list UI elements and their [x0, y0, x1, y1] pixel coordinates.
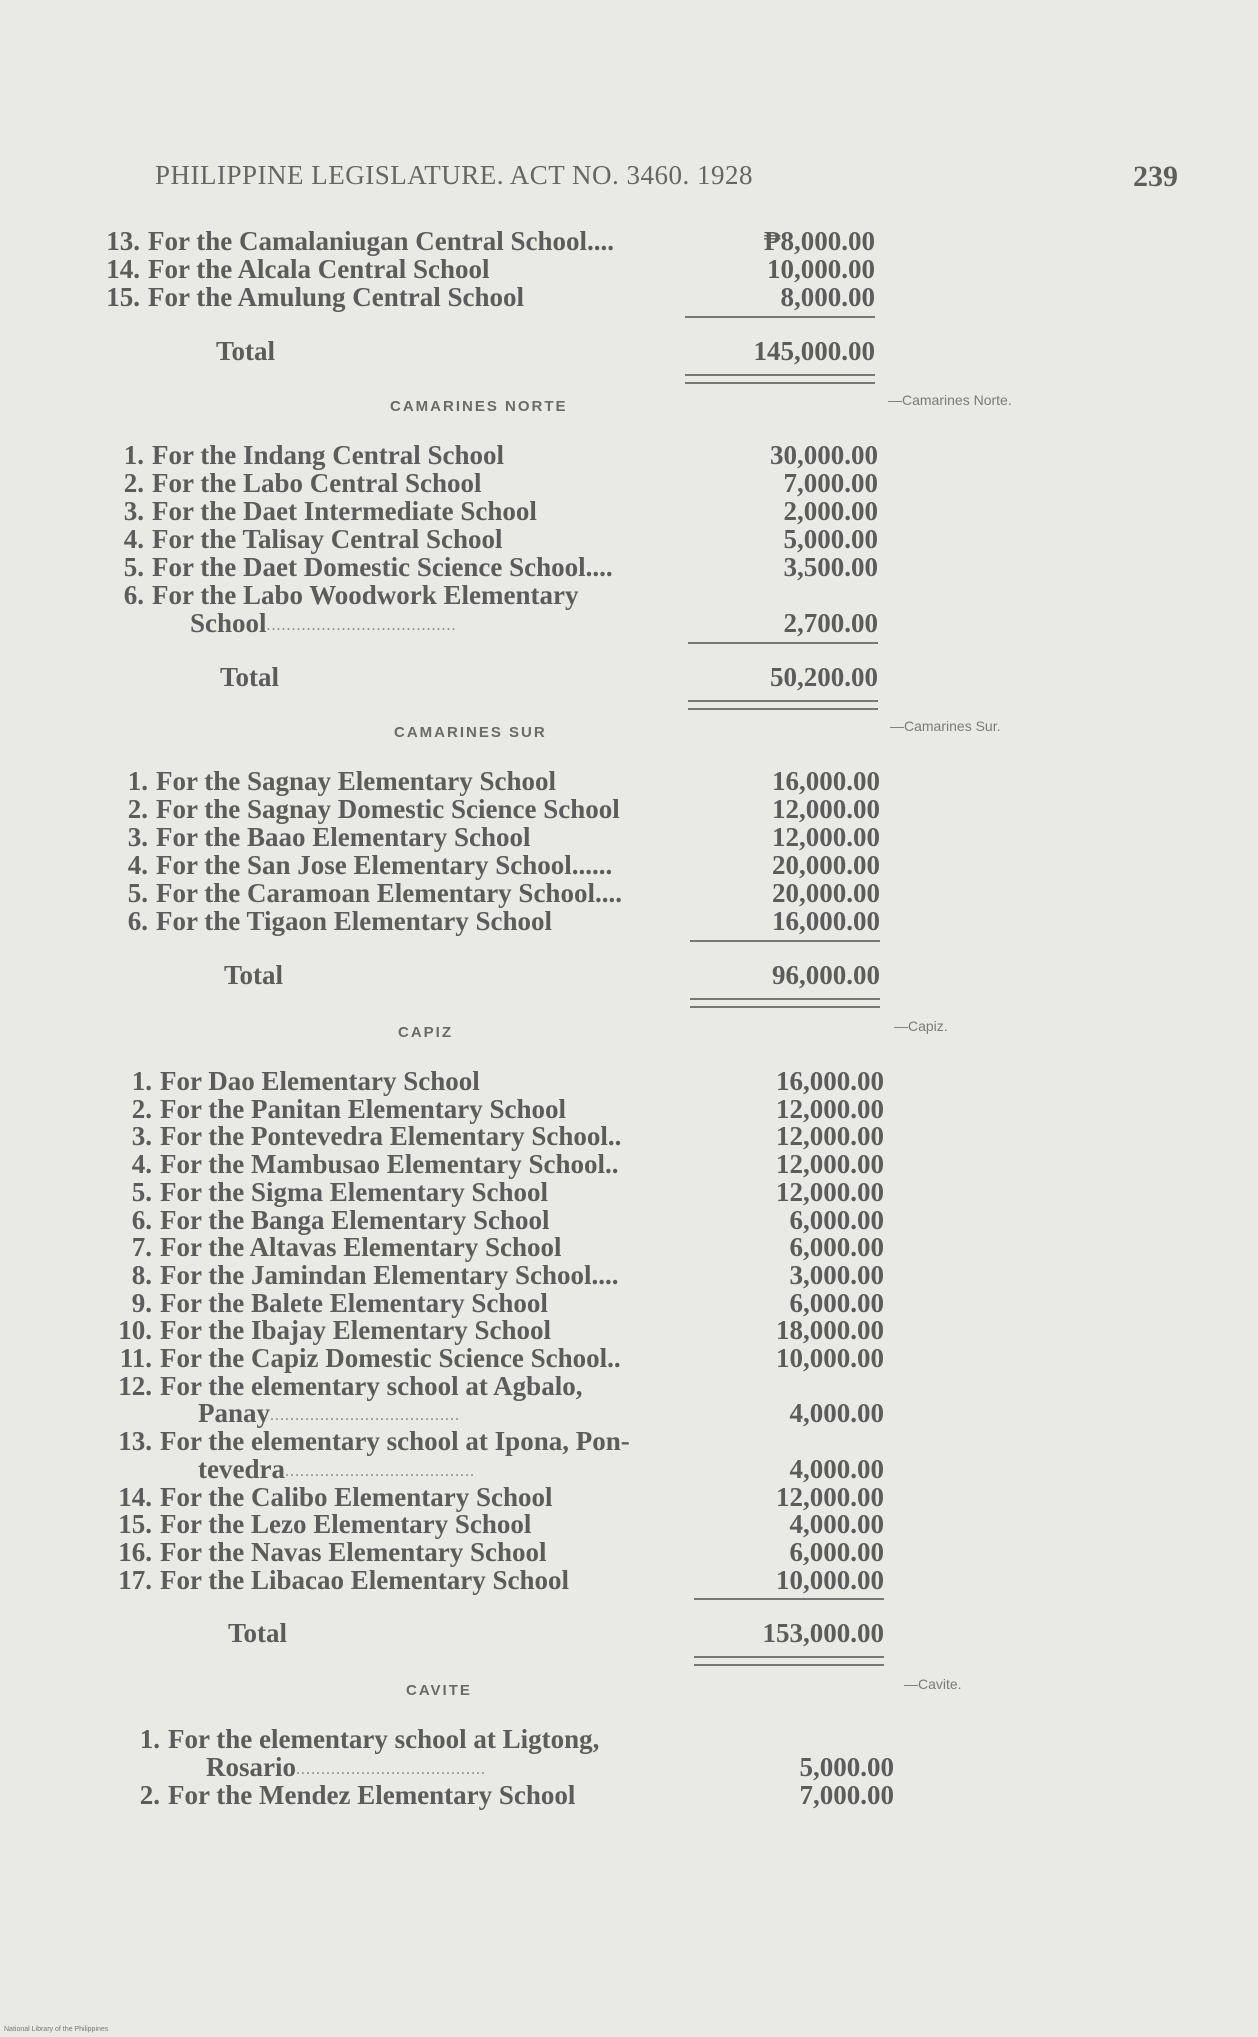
list-item [90, 580, 579, 608]
item-text: For the Labo Woodwork Elementary [152, 580, 579, 610]
list-item [94, 850, 612, 878]
item-text: For the elementary school at Ligtong, [168, 1724, 600, 1754]
item-number: 14. [118, 1481, 152, 1512]
section-heading: CAVITE [406, 1682, 472, 1699]
list-item [90, 552, 613, 580]
scan-credit: National Library of the Philippines [4, 2026, 109, 2033]
subtotal-rule [690, 940, 880, 942]
list-item [98, 1509, 532, 1540]
list-item [98, 1565, 569, 1593]
list-item [98, 1482, 552, 1510]
item-number: 5. [123, 552, 144, 582]
item-number: 1. [123, 440, 144, 470]
item-number: 5. [127, 878, 148, 908]
item-text: For the Libacao Elementary School [160, 1564, 569, 1595]
margin-note: —Cavite. [904, 1676, 962, 1692]
list-item [94, 822, 530, 850]
total-label: Total [224, 960, 284, 990]
list-item [94, 794, 620, 822]
item-amount: 12,000.00 [776, 1481, 884, 1512]
item-text: For the Indang Central School [152, 440, 505, 470]
list-item [98, 1205, 549, 1233]
item-amount: 12,000.00 [776, 1121, 884, 1152]
item-number: 7. [131, 1232, 152, 1263]
margin-note: —Capiz. [894, 1018, 948, 1034]
item-amount: 6,000.00 [789, 1287, 884, 1318]
item-text: For the Banga Elementary School [160, 1204, 550, 1235]
item-number: 6. [127, 906, 148, 936]
total-label: Total [220, 662, 280, 692]
item-text: For the Balete Elementary School [160, 1287, 548, 1318]
item-number: 1. [127, 766, 148, 796]
item-amount: 7,000.00 [799, 1780, 894, 1810]
subtotal-rule [688, 642, 878, 644]
item-text: For the Camalaniugan Central School.... [148, 226, 615, 256]
item-number: 13. [118, 1426, 152, 1457]
item-number: 11. [119, 1343, 152, 1373]
total-amount: 50,200.00 [770, 662, 878, 692]
subtotal-rule [685, 316, 875, 318]
item-number: 15. [106, 282, 140, 312]
total-double-rule [685, 374, 875, 384]
list-item [98, 1288, 548, 1316]
item-text: For the Jamindan Elementary School.... [160, 1259, 619, 1290]
list-item [98, 1343, 621, 1371]
item-text: For the Panitan Elementary School [160, 1093, 566, 1124]
item-text: For the Talisay Central School [152, 524, 503, 554]
list-item-continuation [190, 608, 457, 636]
list-item [90, 468, 482, 496]
item-amount: 10,000.00 [767, 254, 875, 284]
item-amount: 3,500.00 [783, 552, 878, 582]
margin-note: —Camarines Norte. [888, 392, 1012, 408]
item-text: For the Altavas Elementary School [160, 1232, 562, 1263]
item-text: For the San Jose Elementary School...... [156, 850, 613, 880]
list-item [86, 282, 524, 310]
list-item [98, 1094, 566, 1122]
item-text: For Dao Elementary School [160, 1066, 480, 1096]
item-text: For the Ibajay Elementary School [160, 1315, 551, 1346]
item-number: 2. [123, 468, 144, 498]
item-amount: 12,000.00 [776, 1176, 884, 1207]
item-text: For the Pontevedra Elementary School.. [160, 1121, 622, 1152]
page-number: 239 [1133, 160, 1178, 193]
item-text: For the Baao Elementary School [156, 822, 531, 852]
dot-leader: ...................................... [270, 1407, 461, 1425]
item-text: For the Sagnay Elementary School [156, 766, 556, 796]
item-text-continued: Panay [198, 1398, 271, 1429]
running-head: PHILIPPINE LEGISLATURE. ACT NO. 3460. 1928 [155, 160, 754, 190]
list-item [98, 1066, 480, 1094]
margin-note: —Camarines Sur. [890, 718, 1001, 734]
item-text-continued: Rosario [206, 1752, 296, 1782]
section-heading: CAMARINES NORTE [390, 398, 568, 415]
item-number: 1. [139, 1724, 160, 1754]
list-item-continuation [198, 1454, 475, 1482]
item-number: 13. [106, 226, 140, 256]
item-amount: 10,000.00 [776, 1343, 884, 1373]
item-number: 3. [131, 1121, 152, 1152]
page-header [155, 160, 1178, 200]
list-item [90, 440, 504, 468]
list-item [86, 226, 614, 254]
list-item [98, 1371, 582, 1399]
list-item [98, 1121, 622, 1152]
total-amount: 153,000.00 [762, 1618, 884, 1649]
item-number: 1. [131, 1066, 152, 1096]
item-number: 6. [123, 580, 144, 610]
item-number: 2. [139, 1780, 160, 1810]
item-amount: 12,000.00 [772, 822, 880, 852]
list-item [94, 766, 556, 794]
item-text: For the elementary school at Ipona, Pon- [160, 1426, 630, 1457]
item-amount: 16,000.00 [776, 1066, 884, 1096]
subtotal-rule [694, 1598, 884, 1600]
item-amount: 12,000.00 [776, 1093, 884, 1124]
item-amount: 4,000.00 [789, 1453, 884, 1484]
item-number: 4. [131, 1149, 152, 1180]
list-item [98, 1260, 619, 1288]
item-text: For the Mambusao Elementary School.. [160, 1149, 619, 1180]
list-item [90, 524, 503, 552]
item-text: For the Amulung Central School [148, 282, 525, 312]
total-double-rule [690, 998, 880, 1008]
item-number: 16. [118, 1536, 152, 1567]
list-item [90, 496, 537, 524]
item-text: For the Lezo Elementary School [160, 1509, 532, 1540]
item-number: 14. [106, 254, 140, 284]
item-amount: 5,000.00 [799, 1752, 894, 1782]
total-double-rule [694, 1656, 884, 1666]
item-number: 3. [127, 822, 148, 852]
item-amount: 2,700.00 [783, 608, 878, 638]
item-number: 2. [131, 1093, 152, 1124]
list-item [98, 1149, 619, 1180]
item-amount: 12,000.00 [776, 1149, 884, 1180]
list-item [98, 1426, 630, 1457]
item-amount: 4,000.00 [789, 1509, 884, 1540]
item-amount: 5,000.00 [783, 524, 878, 554]
dot-leader: ...................................... [266, 616, 457, 634]
list-item [98, 1315, 551, 1346]
list-item [94, 878, 622, 906]
item-text: For the Alcala Central School [148, 254, 490, 284]
section-heading: CAMARINES SUR [394, 724, 547, 741]
item-number: 10. [118, 1315, 152, 1346]
item-text: For the Mendez Elementary School [168, 1780, 576, 1810]
list-item [98, 1232, 562, 1263]
list-item [98, 1537, 546, 1565]
item-text-continued: tevedra [198, 1453, 285, 1484]
item-amount: 6,000.00 [789, 1232, 884, 1263]
item-amount: 16,000.00 [772, 906, 880, 936]
item-amount: 6,000.00 [789, 1536, 884, 1567]
item-amount: 2,000.00 [783, 496, 878, 526]
list-item [98, 1177, 548, 1205]
dot-leader: ...................................... [284, 1462, 475, 1480]
list-item [94, 906, 552, 934]
item-amount: 18,000.00 [776, 1315, 884, 1346]
item-amount: 7,000.00 [783, 468, 878, 498]
item-amount: 6,000.00 [789, 1204, 884, 1235]
item-number: 12. [118, 1370, 152, 1401]
section-heading: CAPIZ [398, 1024, 453, 1041]
list-item [86, 254, 489, 282]
total-amount: 96,000.00 [772, 960, 880, 990]
item-text: For the Sagnay Domestic Science School [156, 794, 620, 824]
item-number: 8. [131, 1259, 152, 1290]
item-number: 2. [127, 794, 148, 824]
item-text-continued: School [190, 608, 267, 638]
item-amount: 12,000.00 [772, 794, 880, 824]
item-number: 3. [123, 496, 144, 526]
item-number: 4. [127, 850, 148, 880]
item-text: For the Labo Central School [152, 468, 482, 498]
total-amount: 145,000.00 [753, 336, 875, 366]
item-text: For the Navas Elementary School [160, 1536, 547, 1567]
item-number: 4. [123, 524, 144, 554]
list-item [106, 1780, 575, 1808]
item-text: For the Daet Domestic Science School.... [152, 552, 613, 582]
item-amount: 8,000.00 [780, 282, 875, 312]
item-text: For the Capiz Domestic Science School.. [160, 1343, 621, 1373]
item-amount: 20,000.00 [772, 878, 880, 908]
list-item [106, 1724, 599, 1752]
list-item-continuation [198, 1398, 461, 1429]
dot-leader: ...................................... [296, 1760, 486, 1778]
item-amount: 4,000.00 [789, 1398, 884, 1429]
item-amount: 10,000.00 [776, 1564, 884, 1595]
item-text: For the Tigaon Elementary School [156, 906, 553, 936]
item-text: For the Calibo Elementary School [160, 1481, 553, 1512]
item-amount: 20,000.00 [772, 850, 880, 880]
item-text: For the Daet Intermediate School [152, 496, 537, 526]
item-number: 15. [118, 1509, 152, 1540]
item-amount: 16,000.00 [772, 766, 880, 796]
total-label: Total [216, 336, 276, 366]
list-item-continuation [206, 1752, 486, 1780]
item-amount: ₱8,000.00 [764, 226, 875, 256]
item-text: For the Caramoan Elementary School.... [156, 878, 622, 908]
item-number: 9. [131, 1287, 152, 1318]
item-number: 6. [131, 1204, 152, 1235]
item-amount: 30,000.00 [770, 440, 878, 470]
item-amount: 3,000.00 [789, 1259, 884, 1290]
item-text: For the Sigma Elementary School [160, 1176, 548, 1207]
total-label: Total [228, 1618, 288, 1649]
item-number: 5. [131, 1176, 152, 1207]
total-double-rule [688, 700, 878, 710]
item-number: 17. [118, 1564, 152, 1595]
item-text: For the elementary school at Agbalo, [160, 1370, 583, 1401]
